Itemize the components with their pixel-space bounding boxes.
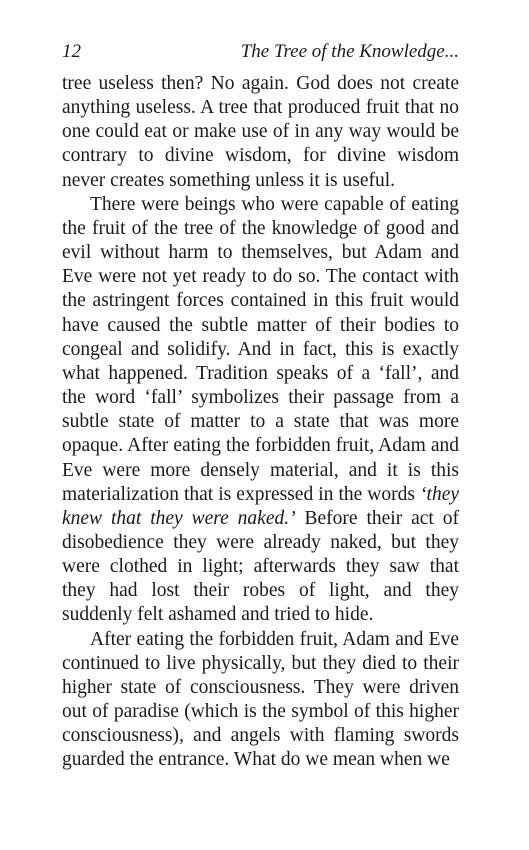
paragraph-3: After eating the forbidden fruit, Adam and Eve continued to live physically, but they died to their higher state of consciousness. They were driven out of paradise (which is the symbol of this higher consciousness), and angels with flaming swords guarded the entrance. What do we mean when we [62,628,459,771]
page-number: 12 [62,41,81,62]
paragraph-2-main: There were beings who were capable of eating the fruit of the tree of the knowledge of good and evil without harm to themselves, but Adam and Eve were not yet ready to do so. The contact with the astringent forces contained in this fruit would have caused the subtle matter of their bodies to congeal and solidify. And in fact, this is exactly what happened. Tradition speaks of a ‘fall’, and the word ‘fall’ symbolizes their passage from a subtle state of matter to a state that was more opaque. After eating the forbidden fruit, Adam and Eve were more densely material, and it is this materialization that is expressed in the words [62,193,459,505]
paragraph-2-quote: ‘they knew that they were naked.’ [62,483,460,529]
paragraph-1: tree useless then? No again. God does not create anything useless. A tree that produced fruit that no one could eat or make use of in any way would be contrary to divine wisdom, for divine wisdom never creates something unless it is useful. [62,73,459,191]
paragraph-2-rest: Before their act of disobedience they were already naked, but they were clothed in light; afterwards they saw that they had lost their robes of light, and they suddenly felt ashamed and tried to hide. [62,507,459,626]
body-text [62,72,459,773]
running-title: The Tree of the Knowledge... [240,41,459,62]
running-header [62,40,459,68]
book-page [62,40,459,773]
paragraph-2 [62,193,459,628]
